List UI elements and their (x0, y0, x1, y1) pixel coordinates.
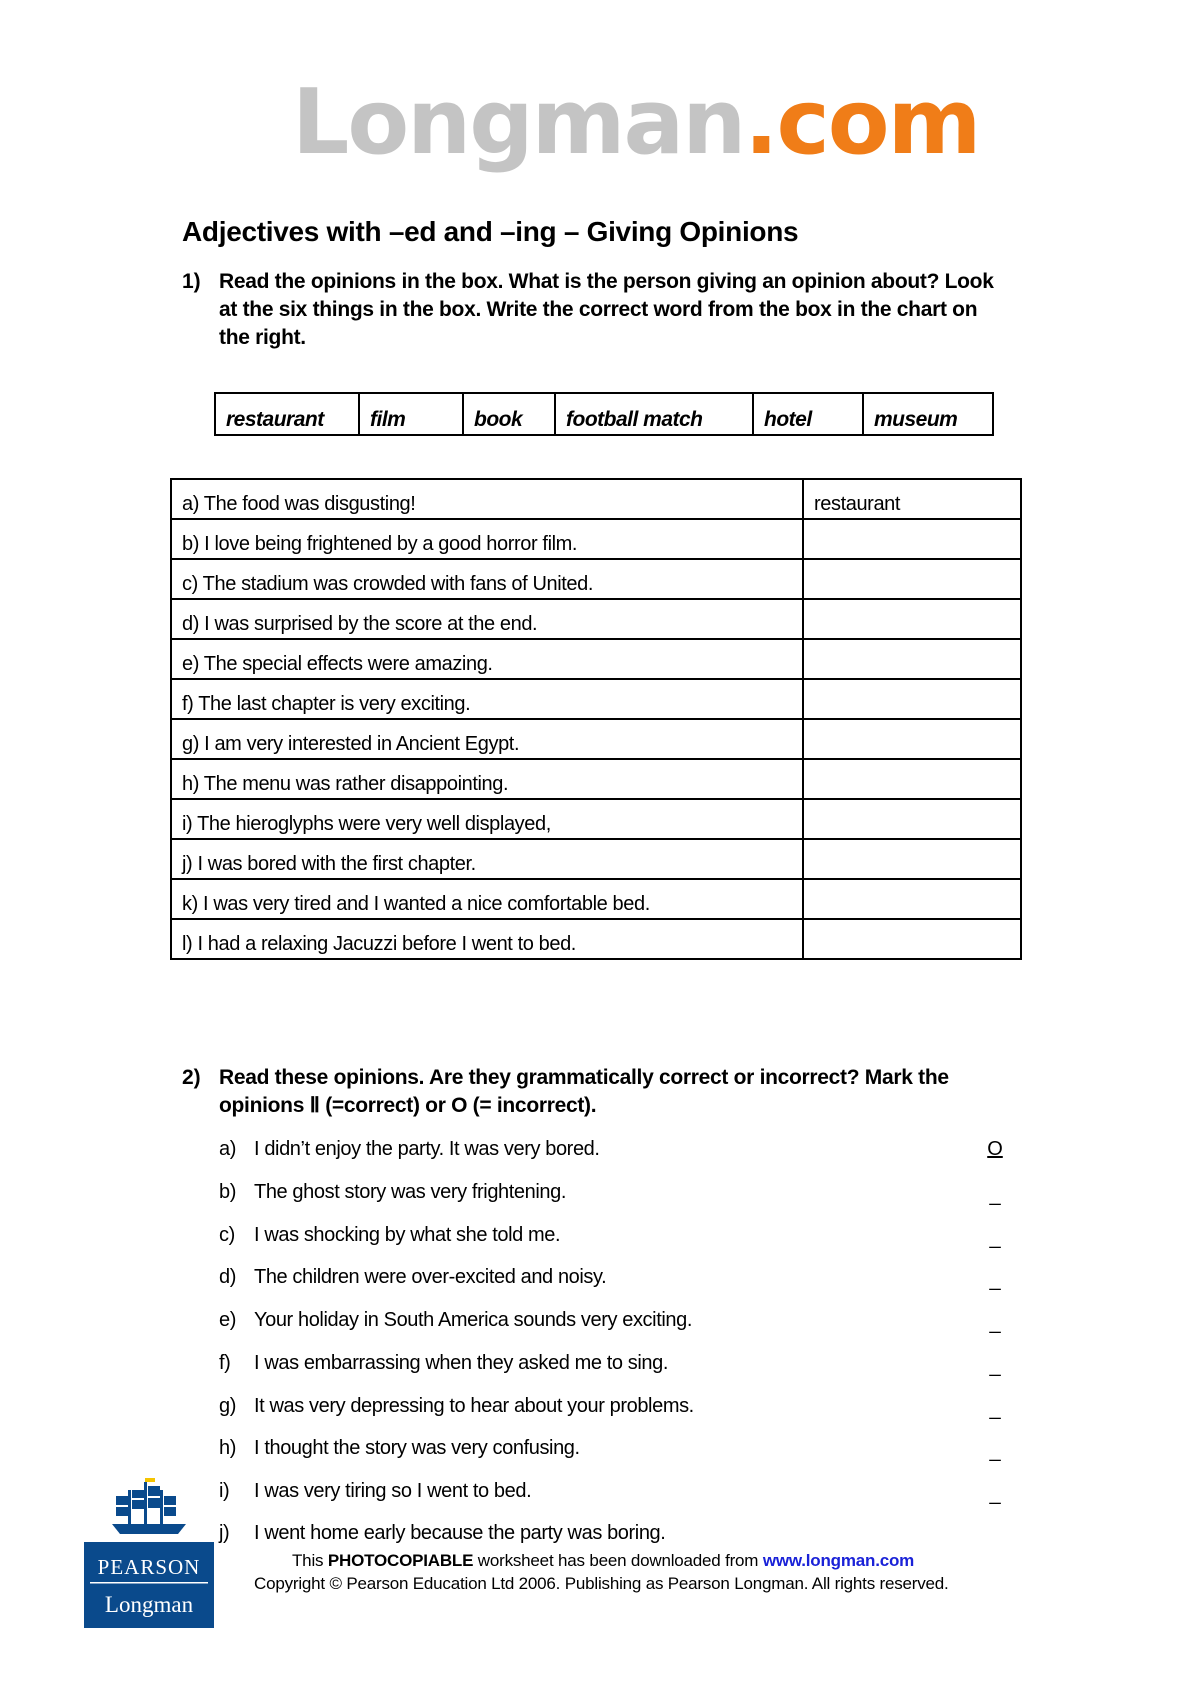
table-row (171, 599, 1021, 639)
opinion-cell: a) The food was disgusting! (171, 479, 803, 519)
opinion-cell: b) I love being frightened by a good horror film. (171, 519, 803, 559)
answer-cell[interactable] (803, 559, 1021, 599)
table-row (171, 479, 1021, 519)
answer-cell[interactable] (803, 599, 1021, 639)
q2-instruction-line: opinions Ⅱ (=correct) or O (= incorrect). (219, 1094, 597, 1117)
opinion-cell: f) The last chapter is very exciting. (171, 679, 803, 719)
word-box (214, 392, 994, 436)
item-text: I went home early because the party was boring. (254, 1522, 666, 1544)
opinion-cell: d) I was surprised by the score at the end. (171, 599, 803, 639)
worksheet-title: Adjectives with –ed and –ing – Giving Opinions (182, 216, 799, 247)
footer-copyright: Copyright © Pearson Education Ltd 2006. Publishing as Pearson Longman. All rights reserved. (254, 1574, 949, 1593)
table-row (171, 879, 1021, 919)
answer-blank[interactable]: _ (989, 1227, 1001, 1249)
answer-cell[interactable] (803, 719, 1021, 759)
q1-instruction-line: Read the opinions in the box. What is the person giving an opinion about? Look (219, 270, 994, 293)
item-text: The ghost story was very frightening. (254, 1181, 567, 1203)
longman-logo (292, 70, 980, 175)
opinion-cell: e) The special effects were amazing. (171, 639, 803, 679)
word-cell: film (360, 394, 464, 434)
footer-middle: worksheet has been downloaded from (477, 1551, 759, 1570)
pearson-longman-logo (84, 1478, 214, 1628)
logo-com-text: .com (744, 70, 980, 175)
longman-link[interactable]: www.longman.com (762, 1551, 915, 1570)
item-letter: e) (219, 1309, 236, 1331)
item-letter: i) (219, 1480, 230, 1502)
word-cell: hotel (754, 394, 864, 434)
pearson-logo-text: PEARSON (97, 1555, 201, 1579)
opinion-cell: i) The hieroglyphs were very well displayed, (171, 799, 803, 839)
q2-instructions (219, 1064, 1019, 1120)
opinion-cell: h) The menu was rather disappointing. (171, 759, 803, 799)
item-letter: d) (219, 1266, 236, 1288)
q1-instruction-line: at the six things in the box. Write the correct word from the box in the chart on (219, 298, 978, 321)
opinion-cell: k) I was very tired and I wanted a nice comfortable bed. (171, 879, 803, 919)
footer-photocopiable: PHOTOCOPIABLE (327, 1551, 474, 1570)
word-cell: museum (874, 408, 958, 431)
q2-instruction-line: Read these opinions. Are they grammatically correct or incorrect? Mark the (219, 1066, 949, 1089)
footer-this: This (292, 1551, 324, 1570)
longman-logo-text: Longman (104, 1592, 194, 1617)
answer-blank[interactable]: _ (989, 1398, 1001, 1420)
answer-mark[interactable]: O (987, 1138, 1003, 1160)
item-letter: c) (219, 1224, 235, 1246)
item-text: The children were over-excited and noisy. (254, 1266, 607, 1288)
footer-download-note (292, 1551, 914, 1571)
table-row (171, 639, 1021, 679)
q1-instruction-line: the right. (219, 326, 306, 349)
table-row (171, 559, 1021, 599)
item-text: I didn’t enjoy the party. It was very bored. (254, 1138, 600, 1160)
item-text: It was very depressing to hear about your problems. (254, 1395, 694, 1417)
answer-blank[interactable]: _ (989, 1440, 1001, 1462)
answer-blank[interactable]: _ (989, 1355, 1001, 1377)
item-letter: j) (219, 1522, 230, 1544)
opinion-cell: c) The stadium was crowded with fans of United. (171, 559, 803, 599)
opinion-cell: g) I am very interested in Ancient Egypt. (171, 719, 803, 759)
answer-cell[interactable] (803, 839, 1021, 879)
item-text: I was very tiring so I went to bed. (254, 1480, 532, 1502)
item-text: I thought the story was very confusing. (254, 1437, 580, 1459)
item-text: I was embarrassing when they asked me to sing. (254, 1352, 669, 1374)
word-cell: restaurant (216, 394, 360, 434)
answer-blank[interactable]: _ (989, 1184, 1001, 1206)
word-cell: book (464, 394, 556, 434)
answer-cell[interactable] (803, 519, 1021, 559)
table-row (171, 679, 1021, 719)
answer-cell[interactable] (803, 879, 1021, 919)
answer-cell[interactable] (803, 679, 1021, 719)
item-text: I was shocking by what she told me. (254, 1224, 561, 1246)
item-text: Your holiday in South America sounds very exciting. (254, 1309, 693, 1331)
q1-number: 1) (182, 270, 201, 293)
table-row (171, 519, 1021, 559)
table-row (171, 759, 1021, 799)
opinion-cell: l) I had a relaxing Jacuzzi before I went to bed. (171, 919, 803, 959)
answer-cell[interactable] (803, 759, 1021, 799)
item-letter: f) (219, 1352, 231, 1374)
logo-longman-text: Longman (292, 70, 745, 175)
answer-cell[interactable] (803, 639, 1021, 679)
answer-cell[interactable] (803, 919, 1021, 959)
answer-blank[interactable]: _ (989, 1269, 1001, 1291)
opinion-chart (170, 478, 1022, 960)
word-cell: football match (556, 394, 754, 434)
q2-number: 2) (182, 1066, 201, 1089)
item-letter: g) (219, 1395, 236, 1417)
item-letter: h) (219, 1437, 236, 1459)
table-row (171, 839, 1021, 879)
opinion-cell: j) I was bored with the first chapter. (171, 839, 803, 879)
answer-blank[interactable]: _ (989, 1312, 1001, 1334)
answer-cell[interactable] (803, 799, 1021, 839)
q1-instructions (219, 268, 1019, 352)
item-letter: b) (219, 1181, 236, 1203)
ship-icon (84, 1478, 214, 1628)
answer-blank[interactable]: _ (989, 1483, 1001, 1505)
answer-cell[interactable]: restaurant (803, 479, 1021, 519)
table-row (171, 919, 1021, 959)
table-row (171, 799, 1021, 839)
table-row (171, 719, 1021, 759)
item-letter: a) (219, 1138, 236, 1160)
